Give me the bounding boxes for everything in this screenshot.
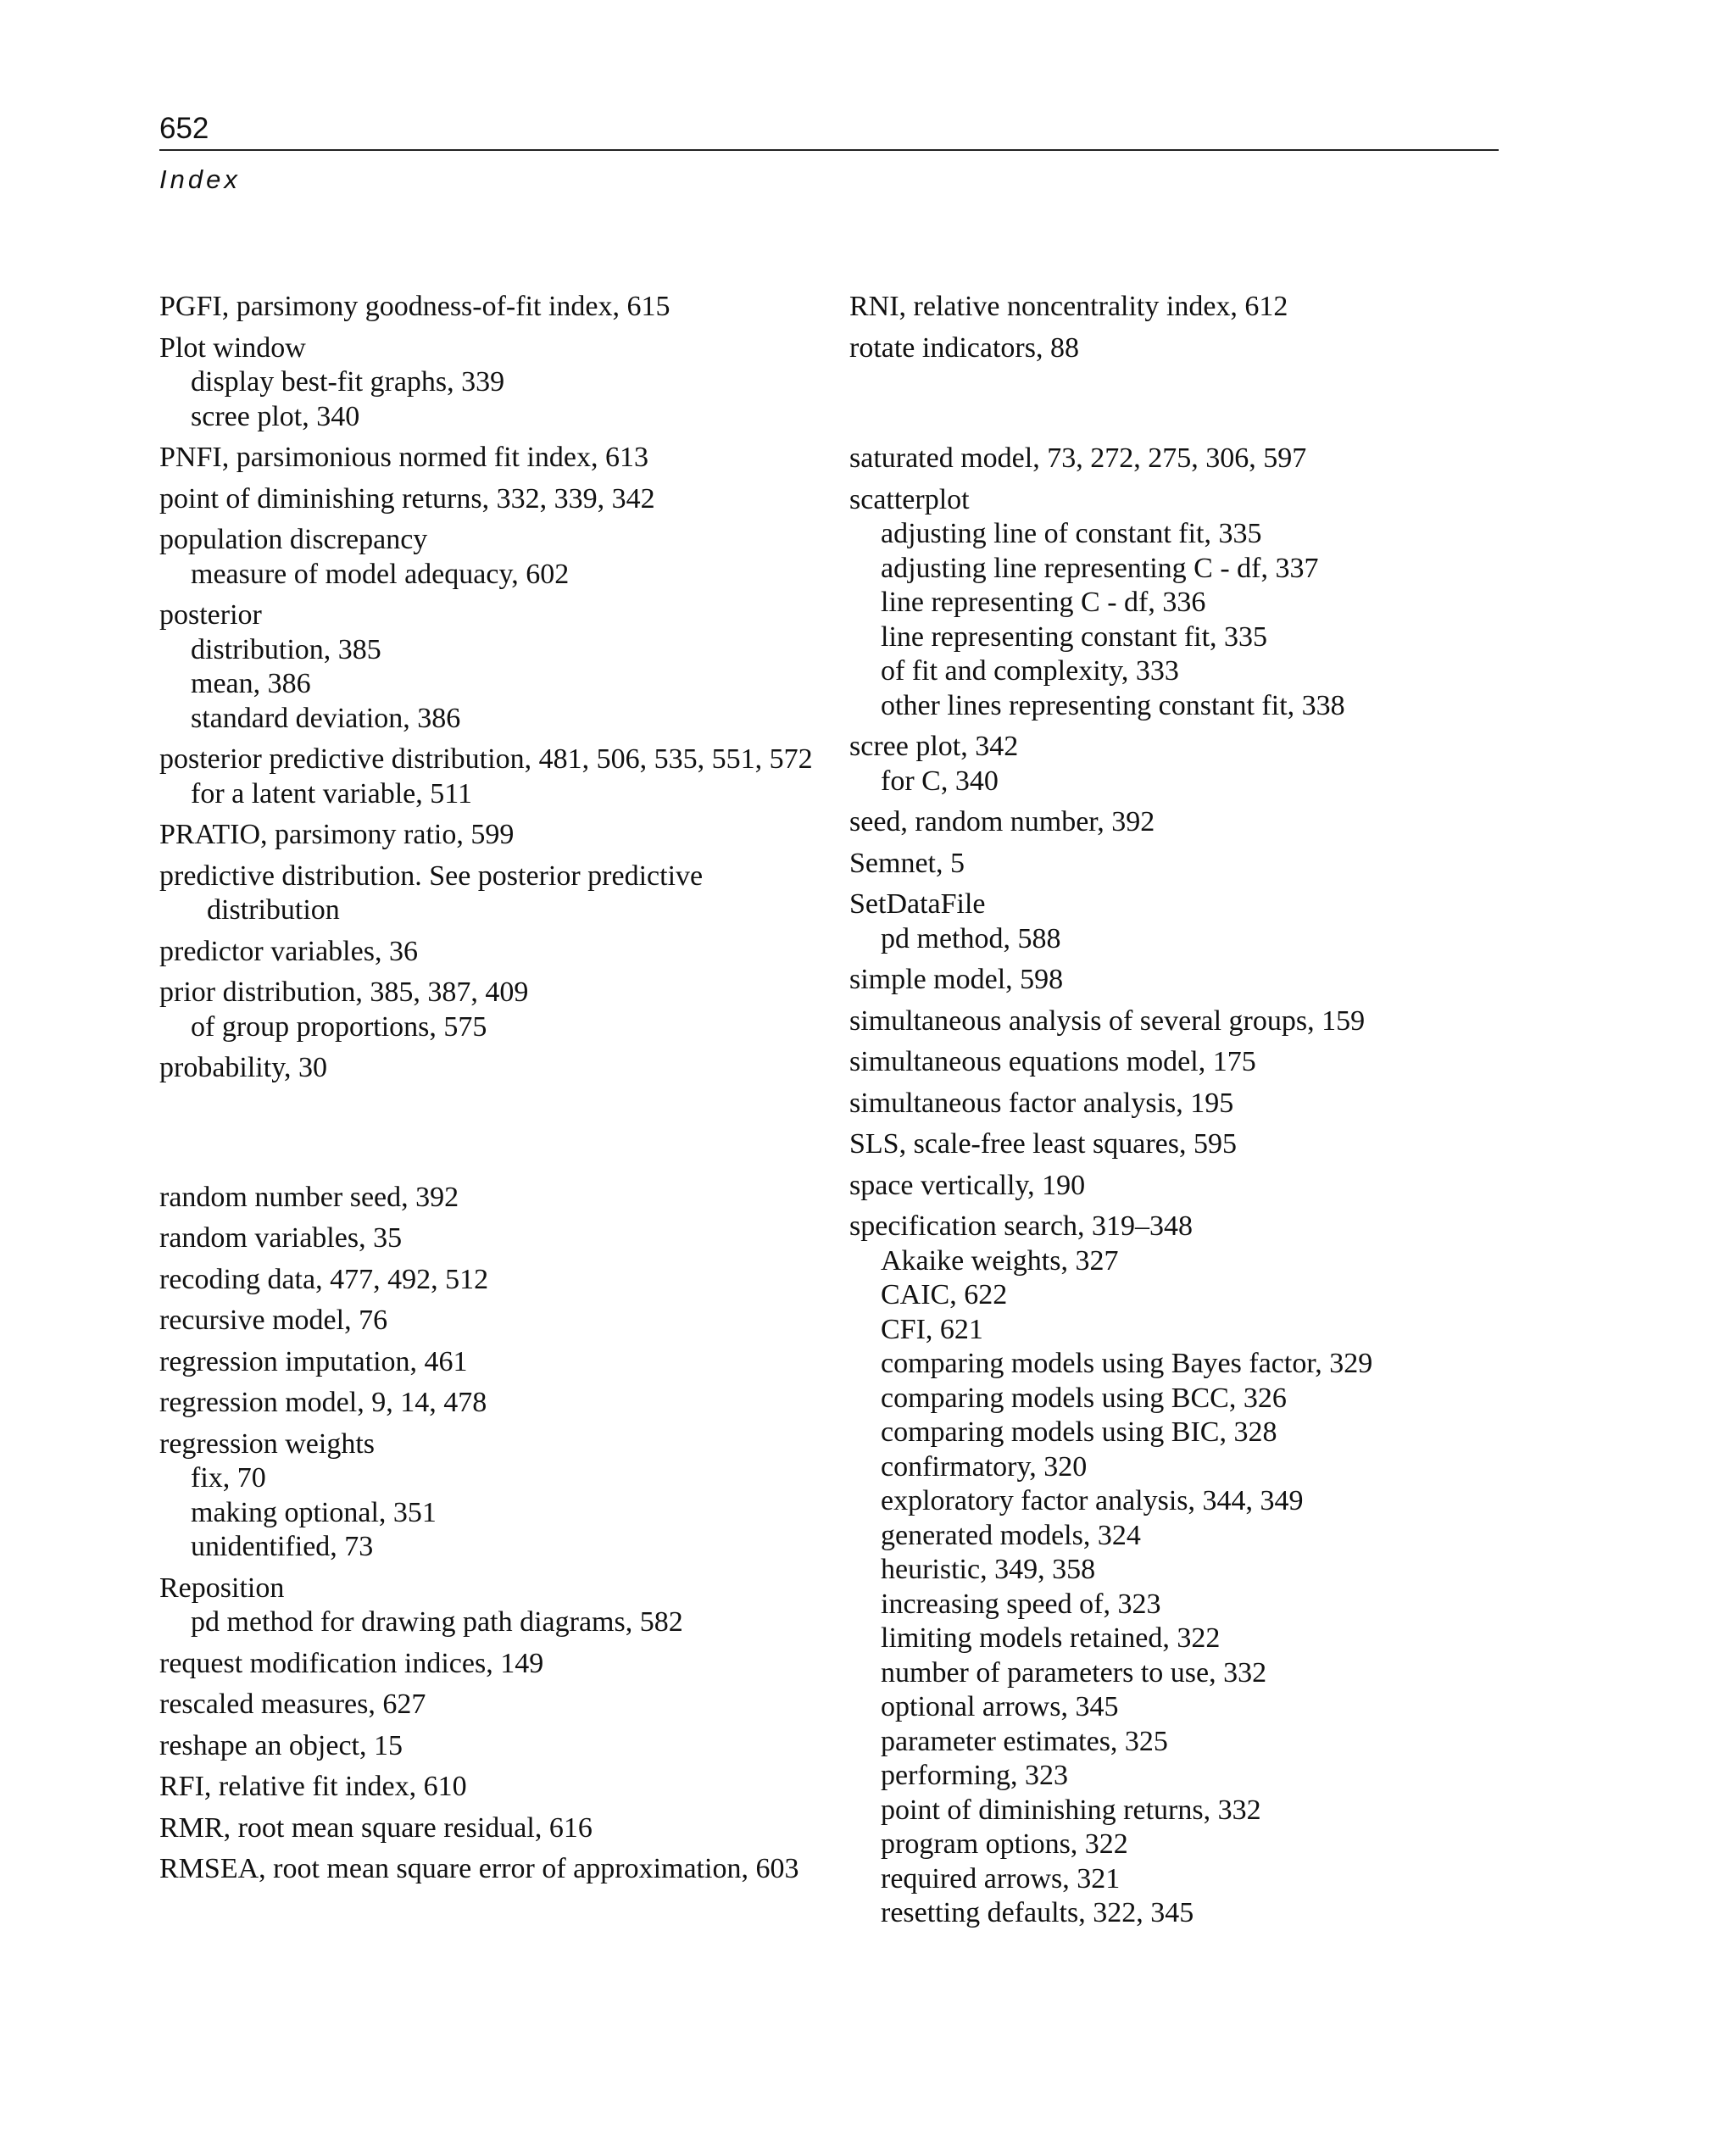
index-subterm: required arrows, 321 [881,1862,1121,1895]
index-subterm: mean, 386 [191,668,311,699]
index-entry [849,1045,1511,1080]
index-term: PRATIO, parsimony ratio, 599 [159,819,515,850]
index-entry [849,963,1511,998]
index-subterm: distribution, 385 [191,633,381,665]
index-entry [159,818,821,853]
index-term: specification search, 319–348 [849,1210,1194,1242]
index-subterm: standard deviation, 386 [191,702,461,734]
index-subterm: heuristic, 349, 358 [881,1554,1096,1585]
index-subterm: of group proportions, 575 [191,1010,487,1043]
index-entry [849,442,1511,476]
index-term: RMR, root mean square residual, 616 [159,1811,593,1844]
index-subterm: confirmatory, 320 [881,1450,1088,1483]
index-entry [159,1181,821,1216]
index-subterm: fix, 70 [191,1462,266,1494]
index-subterm: comparing models using BCC, 326 [881,1382,1287,1414]
index-entry [849,1169,1511,1204]
index-term: PNFI, parsimonious normed fit index, 613 [159,442,649,473]
index-entry [159,1345,821,1380]
index-subterm: other lines representing constant fit, 338 [881,689,1345,721]
index-subterm: unidentified, 73 [191,1531,374,1562]
index-term: probability, 30 [159,1052,327,1083]
index-entry [159,523,821,592]
index-entry [849,1210,1511,1931]
index-term: regression model, 9, 14, 478 [159,1387,487,1418]
index-entry [159,441,821,476]
index-subterm: CFI, 621 [881,1313,983,1345]
index-entry [849,290,1511,325]
index-subterm: comparing models using Bayes factor, 329 [881,1348,1373,1379]
index-entry [159,1852,821,1887]
index-subterm: Akaike weights, 327 [881,1244,1119,1277]
index-term: Semnet, 5 [849,847,965,879]
index-entry [849,1127,1511,1162]
index-entry [159,1263,821,1298]
index-term: rotate indicators, 88 [849,331,1079,364]
index-entry [849,887,1511,956]
index-term: predictor variables, 36 [159,935,418,967]
index-term: point of diminishing returns, 332, 339, 342 [159,482,655,515]
index-term: population discrepancy [159,524,428,555]
index-term: recursive model, 76 [159,1305,388,1336]
index-entry [159,1572,821,1640]
index-subterm: generated models, 324 [881,1519,1141,1551]
index-entry [159,976,821,1044]
index-entry [159,598,821,736]
index-subterm: point of diminishing returns, 332 [881,1794,1261,1826]
index-entry [849,1004,1511,1039]
index-entry [159,1304,821,1338]
index-entry [849,1087,1511,1121]
index-term: random variables, 35 [159,1222,403,1254]
index-entry [849,730,1511,798]
index-entry [849,847,1511,882]
header-rule [159,149,1499,151]
index-subterm: optional arrows, 345 [881,1691,1119,1722]
index-term: space vertically, 190 [849,1169,1086,1201]
index-term: simple model, 598 [849,964,1064,995]
index-term: saturated model, 73, 272, 275, 306, 597 [849,442,1307,474]
index-entry [159,1051,821,1086]
index-subterm: of fit and complexity, 333 [881,655,1179,687]
index-term: RNI, relative noncentrality index, 612 [849,291,1288,322]
index-entry [159,482,821,517]
index-subterm: making optional, 351 [191,1496,437,1528]
index-entry [159,935,821,970]
index-subterm: display best-fit graphs, 339 [191,366,505,398]
index-term: regression imputation, 461 [159,1345,468,1377]
index-term: Plot window [159,331,306,364]
index-entry [159,1647,821,1682]
index-subterm: pd method for drawing path diagrams, 582 [191,1606,683,1638]
index-entry [159,1729,821,1764]
index-term: posterior predictive distribution, 481, 506, 535, 551, 572 [159,743,813,775]
index-subterm: limiting models retained, 322 [881,1622,1221,1654]
index-subterm: for C, 340 [881,765,999,797]
index-term: SetDataFile [849,888,986,920]
index-subterm: for a latent variable, 511 [191,777,472,810]
index-entry [159,1221,821,1256]
index-entry [159,1811,821,1846]
index-term: random number seed, 392 [159,1181,459,1213]
index-entry [159,331,821,435]
index-entry [849,483,1511,724]
index-subterm: parameter estimates, 325 [881,1725,1168,1757]
running-head: Index [159,164,241,194]
index-subterm: measure of model adequacy, 602 [191,558,570,590]
index-term: predictive distribution. See posterior predictive distribution [159,860,704,926]
index-term: regression weights [159,1427,376,1460]
index-term: RFI, relative fit index, 610 [159,1771,467,1802]
index-entry [159,1688,821,1722]
index-term: SLS, scale-free least squares, 595 [849,1128,1237,1160]
index-term: simultaneous factor analysis, 195 [849,1087,1234,1119]
index-subterm: pd method, 588 [881,922,1061,954]
index-subterm: scree plot, 340 [191,400,360,432]
index-term: scatterplot [849,483,970,515]
index-term: rescaled measures, 627 [159,1689,426,1720]
index-column-right [849,290,1511,1938]
index-term: request modification indices, 149 [159,1647,544,1679]
index-term: recoding data, 477, 492, 512 [159,1263,489,1295]
section-gap [159,1093,821,1181]
index-term: PGFI, parsimony goodness-of-fit index, 615 [159,291,670,322]
index-term: posterior [159,599,262,631]
index-entry [849,805,1511,840]
index-subterm: adjusting line representing C - df, 337 [881,552,1319,584]
index-subterm: number of parameters to use, 332 [881,1656,1267,1689]
index-entry [849,331,1511,366]
index-subterm: line representing C - df, 336 [881,587,1206,618]
index-term: scree plot, 342 [849,731,1019,762]
index-entry [159,743,821,811]
index-term: Reposition [159,1572,285,1604]
index-term: simultaneous equations model, 175 [849,1046,1256,1077]
index-entry [159,1427,821,1565]
index-entry [159,1770,821,1805]
index-subterm: resetting defaults, 322, 345 [881,1897,1194,1928]
index-subterm: performing, 323 [881,1760,1068,1791]
index-subterm: CAIC, 622 [881,1279,1008,1310]
index-subterm: adjusting line of constant fit, 335 [881,518,1262,549]
index-subterm: exploratory factor analysis, 344, 349 [881,1485,1304,1516]
index-subterm: program options, 322 [881,1828,1128,1860]
index-term: seed, random number, 392 [849,806,1155,837]
index-term: reshape an object, 15 [159,1729,403,1761]
section-gap [849,372,1511,442]
index-subterm: line representing constant fit, 335 [881,620,1268,653]
index-column-left [159,290,821,1894]
index-subterm: comparing models using BIC, 328 [881,1416,1277,1448]
index-term: simultaneous analysis of several groups, 159 [849,1004,1366,1037]
index-term: prior distribution, 385, 387, 409 [159,976,529,1008]
index-entry [159,1386,821,1421]
index-subterm: increasing speed of, 323 [881,1588,1161,1620]
page-number: 652 [159,112,209,145]
index-entry [159,860,821,928]
index-entry [159,290,821,325]
index-term: RMSEA, root mean square error of approximation, 603 [159,1853,799,1884]
